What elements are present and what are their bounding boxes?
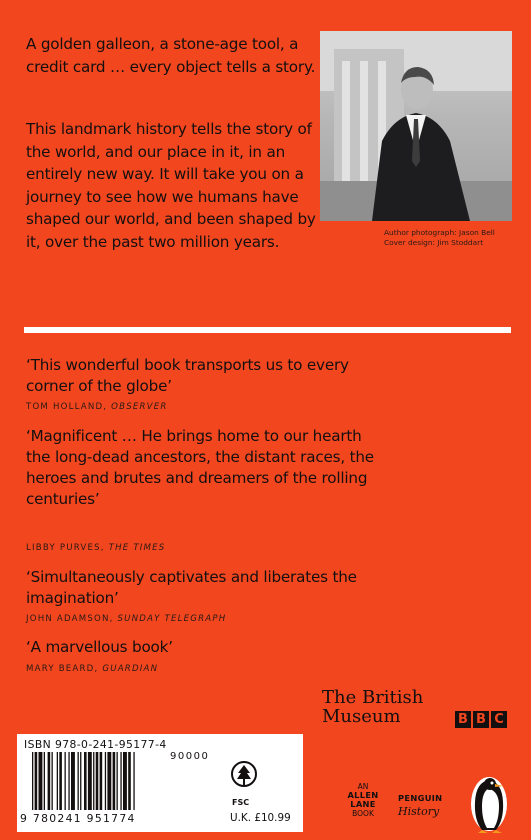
reviewer-name: TOM HOLLAND, (26, 402, 108, 412)
barcode-stripe (93, 752, 94, 810)
review-quote: ‘This wonderful book transports us to every corner of the globe’ (26, 356, 349, 395)
barcode-stripe (120, 752, 121, 810)
price-code: 90000 (170, 751, 210, 762)
author-photo (320, 31, 512, 221)
reviewer-name: LIBBY PURVES, (26, 543, 105, 553)
photo-credit: Author photograph: Jason Bell (384, 228, 495, 237)
barcode-stripe (105, 752, 106, 810)
barcode-stripe (100, 752, 103, 810)
reviewer-name: JOHN ADAMSON, (26, 614, 114, 624)
logo-line: LANE (350, 799, 376, 809)
barcode-number: 9 780241 951774 (20, 812, 136, 825)
bbc-block: B (455, 711, 471, 728)
barcode-stripe (117, 752, 118, 810)
penguin-logo-icon (468, 768, 510, 834)
review-source: SUNDAY TELEGRAPH (117, 614, 227, 624)
barcode-stripe (123, 752, 127, 810)
barcode-stripe (52, 752, 53, 810)
logo-line: BOOK (352, 809, 374, 818)
fsc-label: FSC (232, 798, 250, 807)
blurb-description: This landmark history tells the story of the world, and our place in it, in an entirely new way. It will take you on a journey to see how we humans have shaped our world, and been shaped by it, over the past two million years. (26, 120, 316, 251)
barcode-stripe (80, 752, 81, 810)
logo-line: Museum (322, 706, 401, 727)
review-attribution (26, 402, 326, 412)
barcode-stripe (59, 752, 62, 810)
barcode-bars (30, 752, 170, 810)
review-quote: ‘Simultaneously captivates and liberates the imagination’ (26, 568, 357, 607)
isbn-label: ISBN 978-0-241-95177-4 (24, 738, 167, 751)
bbc-block: B (473, 711, 489, 728)
bbc-block: C (491, 711, 507, 728)
review-attribution (26, 664, 326, 674)
penguin-wordmark: PENGUIN (398, 793, 443, 803)
barcode-stripe (39, 752, 43, 810)
review-quote: ‘A marvellous book’ (26, 638, 173, 656)
barcode-stripe (44, 752, 45, 810)
barcode-stripe (48, 752, 51, 810)
review-source: THE TIMES (108, 543, 166, 553)
barcode-stripe (32, 752, 33, 810)
barcode-stripe (128, 752, 131, 810)
barcode-stripe (96, 752, 99, 810)
history-imprint: History (398, 805, 440, 818)
barcode-stripe (113, 752, 116, 810)
logo-line: The British (322, 687, 424, 708)
review-source: OBSERVER (111, 402, 168, 412)
barcode-stripe (84, 752, 87, 810)
barcode-stripe (88, 752, 92, 810)
barcode-stripe (65, 752, 66, 810)
barcode-stripe (57, 752, 58, 810)
logo-line: ALLEN (347, 790, 379, 800)
review-source: GUARDIAN (102, 664, 159, 674)
bbc-logo (455, 711, 507, 728)
reviewer-name: MARY BEARD, (26, 664, 99, 674)
divider-rule (24, 327, 511, 333)
review-quote: ‘Magnificent … He brings home to our hearth the long-dead ancestors, the distant races, the heroes and brutes and dreamers of the rolling centuries’ (26, 427, 374, 508)
price-label: U.K. £10.99 (230, 812, 291, 824)
barcode-stripe (78, 752, 79, 810)
review-attribution (26, 614, 326, 624)
barcode-stripe (71, 752, 75, 810)
allen-lane-logo (340, 782, 386, 818)
barcode-stripe (35, 752, 38, 810)
barcode-stripe (133, 752, 134, 810)
barcode-stripe (107, 752, 111, 810)
photo-credits (384, 228, 524, 248)
design-credit: Cover design: Jim Stoddart (384, 238, 484, 247)
blurb-intro: A golden galleon, a stone-age tool, a credit card … every object tells a story. (26, 35, 316, 76)
british-museum-logo (322, 688, 442, 726)
logo-line: AN (357, 782, 369, 791)
barcode-stripe (68, 752, 69, 810)
fsc-tree-icon (230, 760, 258, 796)
review-attribution (26, 543, 326, 553)
